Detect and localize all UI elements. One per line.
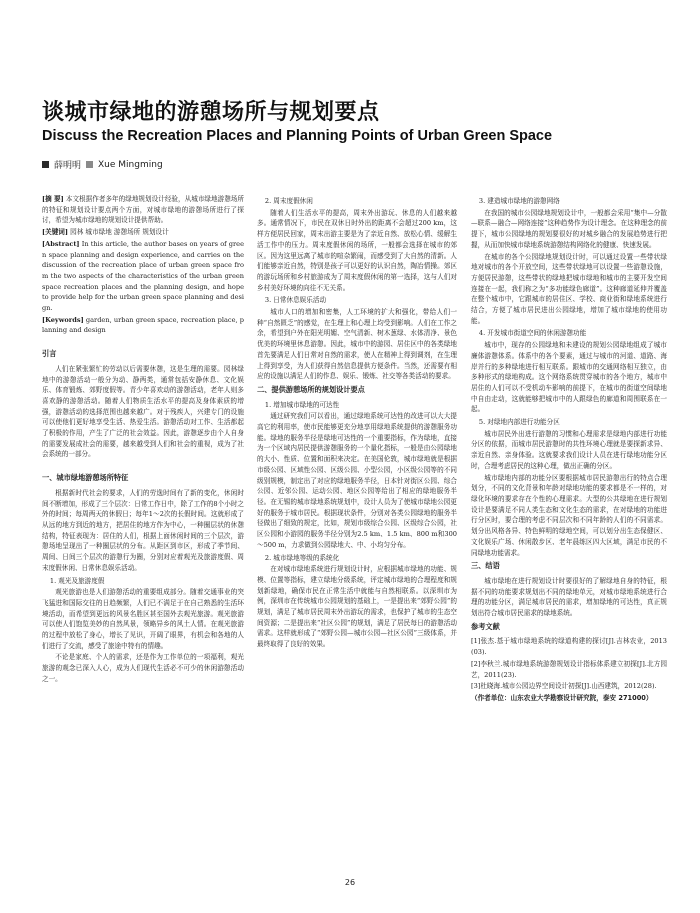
section-heading-intro: 引言 — [42, 349, 57, 359]
paragraph: 城市居民外出进行游憩的习惯和心理需求是绿地内部进行功能分区的依据，而城市居民游憩时的共性环境心理就是要探新求异、亲近自然、亲身体验。这就要求我们设计人员在进行绿地功能分区时，合理考虑居民的这种心理，做出正确的分区。 — [471, 429, 667, 470]
section-heading: 三、结语 — [471, 561, 500, 571]
paragraph: 在对城市绿地系统进行规划设计时，应根据城市绿地的功能、规模、位置等指标，建立绿地分级系统，评定城市绿地的合理程度和规划新绿地，确保市民在正常生活中就能与自然相联系。以深圳市为例，深圳市在传统城市公园规划的基础上，一是提出来“郊野公园”的规划，满足了城市居民周末外出游玩的需求，也保护了城市的生态空间资源；二是提出来“社区公园”的规划，满足了居民每日的游憩活动需求。这样就形成了“郊野公园—城市公园—社区公园”三级体系，并最终取得了良好的效果。 — [257, 565, 457, 649]
subsection-heading: 1. 观光及旅游度假 — [49, 576, 105, 585]
paragraph: 城市中，现存的公园绿地和未建设的规划公园绿地组成了城市廉体游憩体系。体系中的各个要素，通过与城市的河道、道路、海岸并行的多种绿地进行相互联系。跟城市的交通网络相互独立，由多种形式的绿地构成。这个网络系统贯穿城市的各个地方，城市中居住的人们可以不受机动车影响的前提下，在城市的街道空间绿地中自由走动，这就能够把城市中的人跟绿色的廊道和周围联系在一起。 — [471, 341, 667, 414]
abstract-en-text: In this article, the author bases on years of green space planning and design experience, and carries on the discussion of the recreation place of urban green space from the two aspects of the characteristics of the urban green space recreation places and the planning design, and hope to provide help for the urban green space planning and design. — [42, 239, 244, 313]
paragraph: 城市绿地在进行规划设计时要很好的了解绿地自身的特征，根据不同的功能要求规划出不同的绿地单元，对城市绿地系统进行合理的功能分区，满足城市居民的需求，增加绿地的可达性，真正规划出符合城市居民需求的绿地系统。 — [471, 576, 667, 618]
subsection-heading: 3. 建造城市绿地的游憩网络 — [478, 197, 560, 205]
paragraph: 不论是家庭、个人的需求，还是作为工作单位的一项福利，观光旅游的观念已深入人心，成为人们现代生活必不可少的休闲游憩活动之一。 — [42, 653, 244, 683]
subsection-heading: 3. 日常休息娱乐活动 — [264, 296, 327, 305]
paragraph: 在我国的城市公园绿地规划设计中，一般都会采用“集中—分散—联系—融合—网络连接”这种趋势作为设计理念。在这种理念的前提下，城市公园绿地的规划要很好的对城乡融合的发展趋势进行把握，从而加快城市绿地系统游憩结构网络化的健康、快速发展。 — [471, 208, 667, 249]
section-heading: 二、提供游憩场所的规划设计要点 — [257, 384, 365, 394]
paragraph: 人们在紧张繁忙的劳动以后需要休憩，这是生理的需要。园林绿地中的游憩活动一般分为动、静两类，通常包括安静休息、文化娱乐、体育锻炼、郊野度假等。青少年喜欢动的游憩活动，老年人则多喜欢静的游憩活动。随着人们物质生活水平的提高及身体素质的增强，游憩活动的选择范围也越来越广。对于残疾人，兴建专门的设施可以使他们更好地享受生活、热爱生活。游憩活动对工作、生活都起了积极的作用，产生了广泛的社会效益。因此，游憩逐步由个人自身的需要发展成社会的需要，越来越受到人们和社会的重视，成为了社会系统的一部分。 — [42, 364, 244, 459]
abstract-en — [42, 239, 244, 314]
keywords-en-label: [Keywords] — [42, 315, 84, 324]
abstract-cn — [42, 194, 244, 226]
square-bullet-icon — [86, 161, 93, 168]
author-en: Xue Mingming — [98, 159, 163, 170]
subsection-heading: 4. 开发城市街道空间的休闲游憩功能 — [478, 329, 587, 338]
subsection-heading: 2. 周末度假休闲 — [264, 197, 313, 205]
reference-item: [1]张杰.基于城市绿地系统的绿道构建的探讨[J].吉林农业，2013(03). — [471, 637, 667, 657]
paragraph: 通过研究我们可以看出，通过绿地系统可达性的改进可以大大提高它的利用率，使市民能够更充分地享用绿地系统提供的游憩服务功能。绿地的服务半径是绿地可达性的一个重要指标，作为绿地，直接为一个区域内居民提供游憩服务的一个量化指标，一般是由公园绿地的大小、性质、位置和面积来决定。在美国伦敦，城市绿地就是根据市级公园、区域性公园、区级公园、小型公园，小区级公园等的不同级别规模，制定出了对应的绿地服务半径，日本针对街区公园、综合公园、近邻公园、运动公园、地区公园等给出了相应的绿地服务半径。在无锡的城市绿地系统规划中，设计人员为了使城市绿地公园更好的服务于城市居民。根据现状条件，分别对各类公园绿地的服务半径做出了细致的规定，比如，规划市级综合公园、区级综合公园，社区公园和小游园的服务半径分别为2.5 km、1.5 km、800 m和300～500 m，力求做到公园绿地大、中、小均匀分布。 — [257, 412, 457, 549]
keywords-en-text: garden, urban green space, recreation place, planning and design — [42, 315, 244, 335]
text-column-1 — [42, 194, 244, 686]
paragraph: 城市人口的增加和密集，人工环境的扩大和强化，带给人们一种“自然匮乏”的感觉，在生理上和心理上均受到影响。人们在工作之余，希望到户外在阳光明媚、空气清新、树木葱绿、水体清净、景色优美的环境里休息游憩。因此，城市中的游园、居住区中的各类绿地首先要满足人们日常对自然的需求，使人在精神上得到调剂，在生理上得到享受，为人们获得自然信息提供方便条件。当然，还需要有相应的设施以满足人们的作息、娱乐、锻炼、社交等各类活动的要求。 — [257, 308, 457, 381]
references-heading: 参考文献 — [471, 621, 500, 631]
abstract-en-label: [Abstract] — [42, 239, 80, 248]
article-title-cn: 谈城市绿地的游憩场所与规划要点 — [42, 100, 380, 125]
keywords-en — [42, 315, 244, 336]
paragraph: 观光旅游也是人们游憩活动的重要组成部分。随着交通事业的突飞猛进和国际交往的日趋频繁，人们已不满足于在自己熟悉的生活环境活动，而希望到更远的风景名胜区甚至国外去观光旅游。观光旅游可以使人们饱览美妙的自然风景，领略异乡的风土人情。在观光旅游的过程中放松了身心，增长了见识，开阔了眼界，有机会和各地的人们进行了交流，感受了旅途中特有的情趣。 — [42, 588, 244, 650]
section-heading: 一、城市绿地游憩场所特征 — [42, 473, 129, 483]
author-line — [42, 158, 163, 171]
subsection-heading: 5. 对绿地内部进行功能分区 — [478, 418, 560, 427]
subsection-heading: 2. 城市绿地等级的系统化 — [264, 553, 340, 562]
author-affiliation: （作者单位：山东农业大学勘察设计研究院，泰安 271000） — [471, 693, 653, 702]
paragraph: 根据新时代社会的要求，人们的劳逸时间有了新的变化，休闲时间不断增加，形成了三个层次：日常工作日中，除了工作的8个小时之外的时间；每周两天的休假日；每年1～2次的长假时间。这就形成了从远的地方到近的地方，把居住的地方作为中心，一种圈层状的休憩结构，特征表现为：居住的人们，根据上面休闲时间的三个层次，游憩场地呈现出了一种圈层状的分布。从距区到市区，形成了季节间、周间、日间三个层次的游憩行为圈，分别对应着观光及旅游度假、周末度假休闲、日常休息娱乐活动。 — [42, 488, 245, 572]
text-column-3 — [471, 194, 667, 705]
author-cn: 薛明明 — [54, 161, 82, 171]
reference-item: [2]李秋兰.城市绿地系统游憩规划设计指标体系建立初探[J].北方园艺，2011(23). — [471, 659, 667, 679]
reference-item: [3]杜晓海.城市公园边界空间设计初探[J].山西建筑，2012(28). — [471, 682, 657, 691]
page-number: 26 — [344, 878, 356, 887]
paragraph: 随着人们生活水平的提高，周末外出游玩、休息的人们越来越多。通常情况下，市民在双休日时外出的距离不会超过200 km，这样方便居民回家，周末出游主要是为了亲近自然、放松心情、缓解生活工作中的压力。周末度假休闲的场所，一般都会选择在城市的郊区。因为这里远离了城市的喧杂繁闹，而感受到了大自然的清新。人们能够亲近自然，特别是孩子可以更好的认识自然，陶冶情操。郊区的游玩场所和乡村旅游成为了周末度假休闲的第一选择，这与人们对乡村美好环境的向往不无关系。 — [257, 208, 457, 292]
paragraph: 在城市的各个公园绿地规划设计时，可以通过设置一些带状绿地对城市的各个开放空间，这些带状绿地可以设置一些游憩设施，方便居民游憩，这些带状的绿地把城市绿地和城市的主要开发空间连接在一起，我们称之为“多功能绿色廊道”。这种廊道延伸并覆盖在整个城市中，它跟城市的居住区、学校、商业街和绿地系统进行结合，方便了城市居民进出公园绿地，增加了城市绿地的使用功能。 — [471, 252, 667, 325]
article-title-en: Discuss the Recreation Places and Planning Points of Urban Green Space — [42, 128, 553, 144]
keywords-cn — [42, 227, 244, 238]
keywords-cn-label: [关键词] — [42, 228, 69, 237]
abstract-cn-label: [摘 要] — [42, 195, 64, 203]
paragraph: 城市绿地内部的功能分区要根据城市居民游憩出行的特点合理划分，不同的文化背景和年龄对绿地功能的要求都是不一样的，对绿化环境的要求存在个性的心理需求。大型的公共绿地在进行规划设计是要满足不同人类生态和文化生态的需求，在对绿地的功能进行分区时，要合理的考虑不同层次和不同年龄的人们的不同需求。划分出风格各异、特色鲜明的绿地空间，可以划分出生态保健区、文化娱乐广场、休闲散步区、老年晨练区四大区域，满足市民的不同绿地功能需求。 — [471, 473, 667, 557]
abstract-cn-text: 本文根据作者多年的绿地规划设计经验，从城市绿地游憩场所的特征和规划设计要点两个方面，对城市绿地的游憩场所进行了探讨，希望为城市绿地的规划设计提供帮助。 — [42, 195, 244, 225]
subsection-heading: 1. 增加城市绿地的可达性 — [264, 400, 340, 409]
square-bullet-icon — [42, 161, 49, 168]
keywords-cn-text: 园林 城市绿地 游憩场所 规划设计 — [70, 228, 169, 237]
text-column-2 — [257, 194, 457, 651]
